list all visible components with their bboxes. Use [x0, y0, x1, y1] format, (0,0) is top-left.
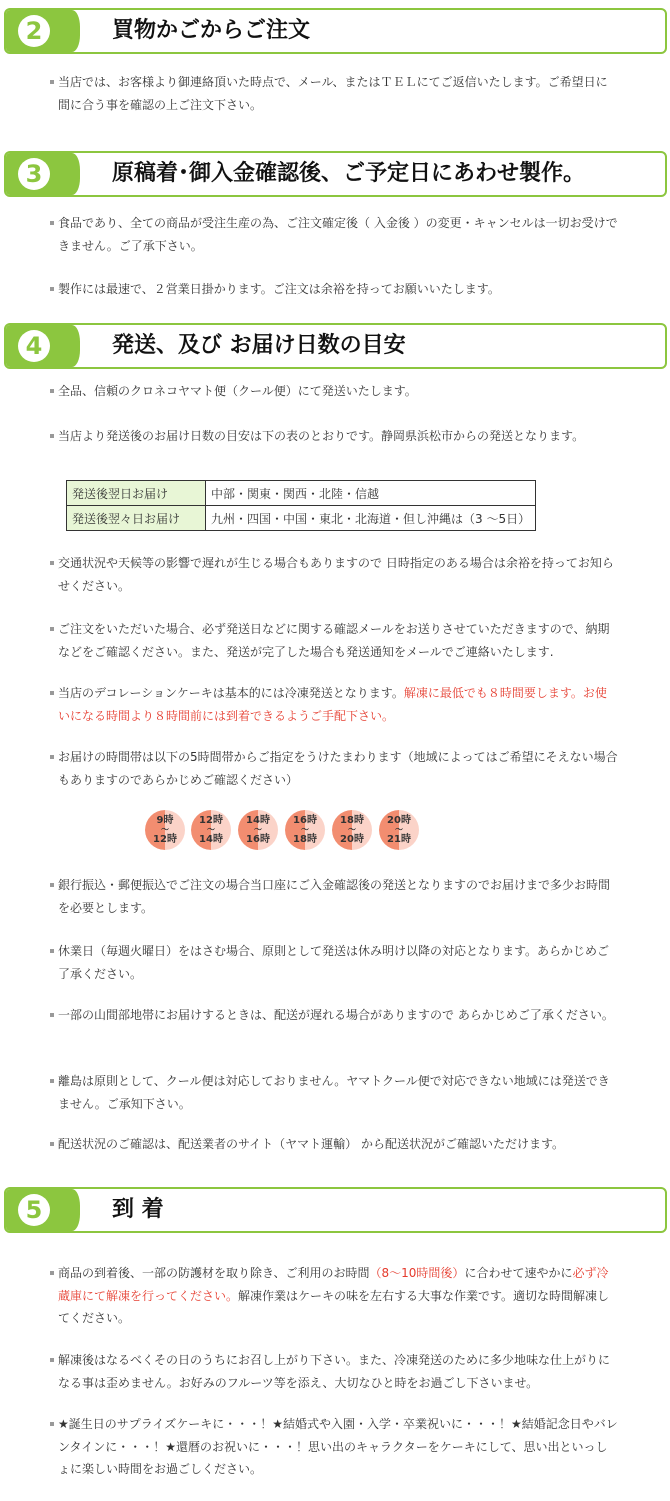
paragraph: 当店では、お客様より御連絡頂いた時点で、メール、またはＴＥＬにてご返信いたします。ご希望日に間に合う事を確認の上ご注文下さい。: [58, 71, 618, 116]
slot-to: 18時: [293, 834, 317, 845]
paragraph: 離島は原則として、クール便は対応しておりません。ヤマトクール便で対応できない地域には発送できません。ご承知下さい。: [58, 1070, 618, 1115]
bullet-icon: [50, 883, 54, 887]
slot-to: 16時: [246, 834, 270, 845]
bullet-icon: [50, 434, 54, 438]
warning-text: 解凍に最低でも８時間要します。お使いになる時間より８時間前には到着できるようご手配下さい。: [58, 686, 607, 723]
paragraph: ★誕生日のサプライズケーキに・・・！★結婚式や入園・入学・卒業祝いに・・・！★結婚記念日やバレンタインに・・・！★還暦のお祝いに・・・！思い出のキャラクターをケーキにして、思い出といっしょに楽しい時間をお過ごしください。: [58, 1413, 618, 1481]
slot-sep: 〜: [254, 825, 262, 834]
paragraph: お届けの時間帯は以下の5時間帯からご指定をうけたまわります（地域によってはご希望にそえない場合もありますのであらかじめご確認ください）: [58, 746, 618, 791]
bullet-icon: [50, 389, 54, 393]
bullet-icon: [50, 1013, 54, 1017]
paragraph: 当店より発送後のお届け日数の目安は下の表のとおりです。静岡県浜松市からの発送となります。: [58, 425, 618, 448]
table-cell-value: 九州・四国・中国・東北・北海道・但し沖縄は（3 〜5日）: [206, 506, 536, 531]
step-number: 2: [18, 15, 50, 47]
paragraph: 配送状況のご確認は、配送業者のサイト（ヤマト運輸） から配送状況がご確認いただけます。: [58, 1133, 618, 1156]
section-header-4: [4, 323, 667, 369]
paragraph: ご注文をいただいた場合、必ず発送日などに関する確認メールをお送りさせていただきますので、納期などをご確認ください。また、発送が完了した場合も発送通知をメールでご連絡いたします.: [58, 618, 618, 663]
bullet-icon: [50, 561, 54, 565]
bullet-icon: [50, 221, 54, 225]
paragraph: 銀行振込・郵便振込でご注文の場合当口座にご入金確認後の発送となりますのでお届けまで多少お時間を必要とします。: [58, 874, 618, 919]
step-number: 5: [18, 1194, 50, 1226]
bullet-icon: [50, 627, 54, 631]
slot-from: 12時: [199, 815, 223, 826]
paragraph: 一部の山間部地帯にお届けするときは、配送が遅れる場合がありますので あらかじめご了承ください。: [58, 1004, 618, 1027]
delivery-time-slots: [145, 810, 425, 854]
section-title: 原稿着･御入金確認後、ご予定日にあわせ製作。: [112, 161, 586, 186]
slot-sep: 〜: [348, 825, 356, 834]
slot-from: 14時: [246, 815, 270, 826]
warning-text: （8〜10時間後）: [369, 1266, 465, 1280]
slot-sep: 〜: [395, 825, 403, 834]
table-row: [67, 481, 536, 506]
bullet-icon: [50, 691, 54, 695]
time-slot-badge: [238, 810, 278, 850]
slot-to: 20時: [340, 834, 364, 845]
slot-sep: 〜: [161, 825, 169, 834]
slot-from: 9時: [156, 815, 174, 826]
section-title: 発送、及び お届け日数の目安: [112, 333, 406, 358]
paragraph: 休業日（毎週火曜日）をはさむ場合、原則として発送は休み明け以降の対応となります。あらかじめご了承ください。: [58, 940, 618, 985]
time-slot-badge: [191, 810, 231, 850]
time-slot-badge: [145, 810, 185, 850]
bullet-icon: [50, 1271, 54, 1275]
step-number: 4: [18, 330, 50, 362]
table-row: [67, 506, 536, 531]
delivery-days-table: [66, 480, 536, 531]
section-header-3: [4, 151, 667, 197]
bullet-icon: [50, 1358, 54, 1362]
paragraph: 商品の到着後、一部の防護材を取り除き、ご利用のお時間（8〜10時間後）に合わせて速やかに必ず冷蔵庫にて解凍を行ってください。解凍作業はケーキの味を左右する大事な作業です。適切な時間解凍してください。: [58, 1262, 618, 1330]
paragraph: 食品であり、全ての商品が受注生産の為、ご注文確定後（ 入金後 ）の変更・キャンセルは一切お受けできません。ご了承下さい。: [58, 212, 618, 257]
time-slot-badge: [285, 810, 325, 850]
table-cell-label: 発送後翌々日お届け: [67, 506, 206, 531]
slot-from: 18時: [340, 815, 364, 826]
step-number: 3: [18, 158, 50, 190]
slot-from: 16時: [293, 815, 317, 826]
bullet-icon: [50, 1079, 54, 1083]
paragraph: 製作には最速で、２営業日掛かります。ご注文は余裕を持ってお願いいたします。: [58, 278, 618, 301]
paragraph: 交通状況や天候等の影響で遅れが生じる場合もありますので 日時指定のある場合は余裕を持ってお知らせください。: [58, 552, 618, 597]
table-cell-value: 中部・関東・関西・北陸・信越: [206, 481, 536, 506]
slot-to: 12時: [153, 834, 177, 845]
warning-text: 必ず冷蔵庫にて解凍を行ってください。: [58, 1266, 609, 1303]
slot-to: 21時: [387, 834, 411, 845]
section-header-2: [4, 8, 667, 54]
bullet-icon: [50, 1142, 54, 1146]
slot-to: 14時: [199, 834, 223, 845]
bullet-icon: [50, 80, 54, 84]
paragraph: 解凍後はなるべくその日のうちにお召し上がり下さい。また、冷凍発送のために多少地味な仕上がりになる事は歪めません。お好みのフルーツ等を添え、大切なひと時をお過ごし下さいませ。: [58, 1349, 618, 1394]
paragraph: 当店のデコレーションケーキは基本的には冷凍発送となります。解凍に最低でも８時間要します。お使いになる時間より８時間前には到着できるようご手配下さい。: [58, 682, 618, 727]
section-title: 買物かごからご注文: [112, 18, 311, 43]
bullet-icon: [50, 287, 54, 291]
bullet-icon: [50, 949, 54, 953]
bullet-icon: [50, 755, 54, 759]
time-slot-badge: [379, 810, 419, 850]
slot-sep: 〜: [207, 825, 215, 834]
section-header-5: [4, 1187, 667, 1233]
section-title: 到 着: [112, 1197, 164, 1222]
time-slot-badge: [332, 810, 372, 850]
slot-from: 20時: [387, 815, 411, 826]
table-cell-label: 発送後翌日お届け: [67, 481, 206, 506]
paragraph: 全品、信頼のクロネコヤマト便（クール便）にて発送いたします。: [58, 380, 618, 403]
bullet-icon: [50, 1422, 54, 1426]
slot-sep: 〜: [301, 825, 309, 834]
